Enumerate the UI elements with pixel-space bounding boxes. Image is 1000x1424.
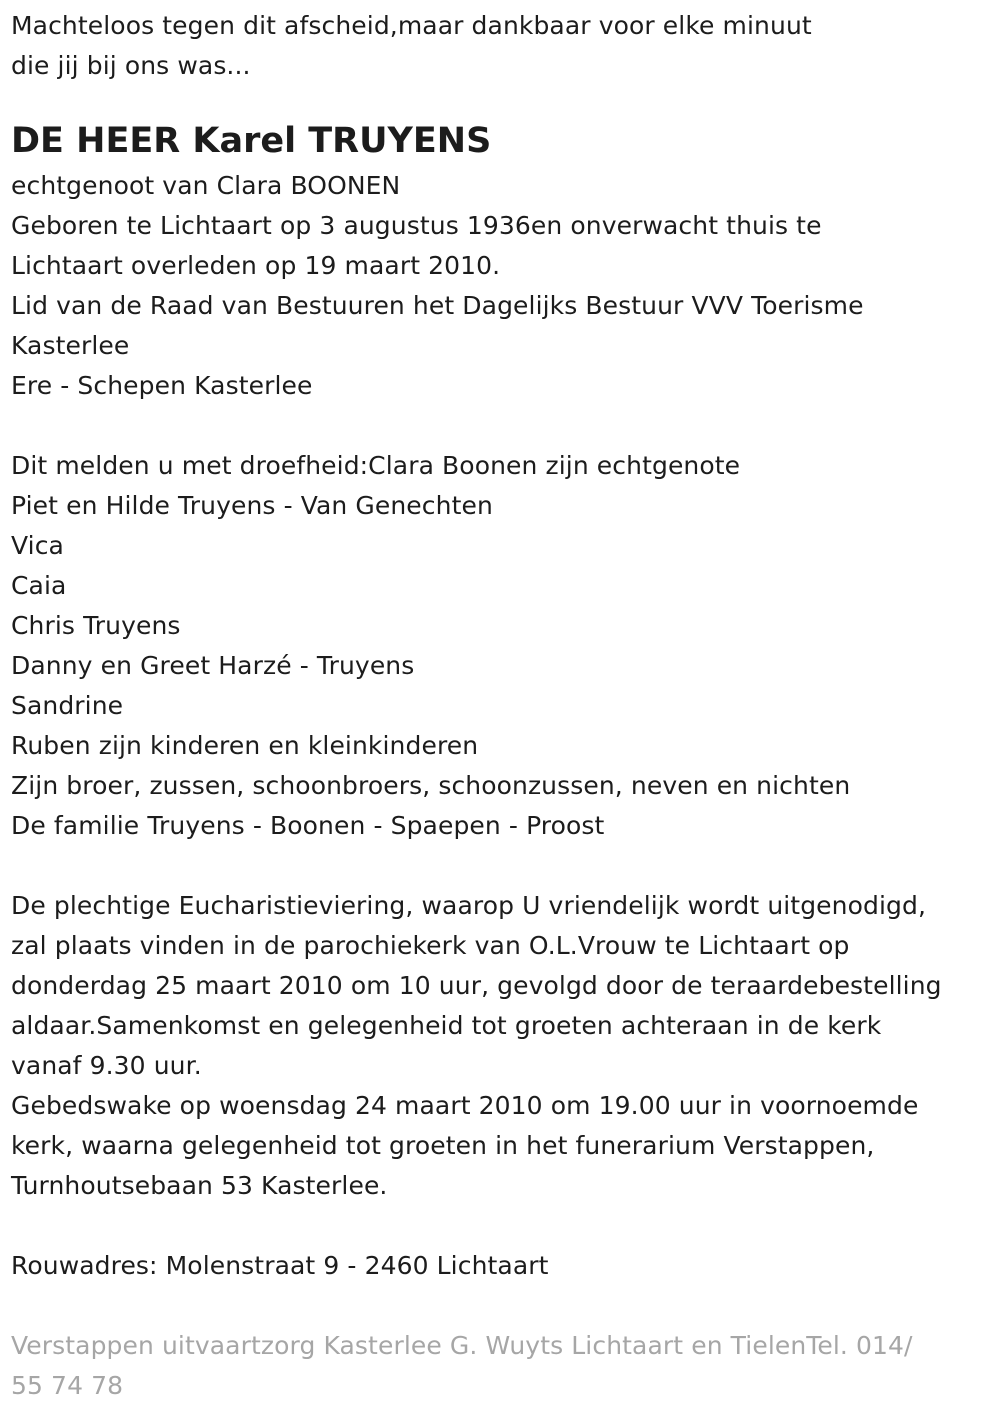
family-line: Ruben zijn kinderen en kleinkinderen [11,731,479,760]
spacer [11,406,993,446]
intro-line: die jij bij ons was... [11,51,251,80]
family-line: Piet en Hilde Truyens - Van Genechten [11,491,493,520]
family-line: De familie Truyens - Boonen - Spaepen - Proost [11,811,605,840]
mourning-address [11,1246,993,1286]
ceremony-line: zal plaats vinden in de parochiekerk van O.L.Vrouw te Lichtaart op [11,931,850,960]
funeral-home-footer [11,1326,993,1406]
family-line: Sandrine [11,691,124,720]
intro-line: Machteloos tegen dit afscheid,maar dankbaar voor elke minuut [11,11,812,40]
details-line: Geboren te Lichtaart op 3 augustus 1936en onverwacht thuis te [11,211,822,240]
family-line: Chris Truyens [11,611,181,640]
ceremony-line: Turnhoutsebaan 53 Kasterlee. [11,1171,388,1200]
ceremony-line: vanaf 9.30 uur. [11,1051,202,1080]
spacer [11,846,993,886]
details-line: Lid van de Raad van Bestuuren het Dagelijks Bestuur VVV Toerisme [11,291,864,320]
ceremony-line: De plechtige Eucharistieviering, waarop U vriendelijk wordt uitgenodigd, [11,891,926,920]
details-line: Lichtaart overleden op 19 maart 2010. [11,251,501,280]
footer-line: 55 74 78 [11,1371,124,1400]
intro-quote [11,6,993,86]
deceased-details [11,166,993,406]
family-line: Vica [11,531,64,560]
ceremony-line: donderdag 25 maart 2010 om 10 uur, gevolgd door de teraardebestelling [11,971,942,1000]
spacer [11,1286,993,1326]
details-line: Kasterlee [11,331,130,360]
ceremony-line: kerk, waarna gelegenheid tot groeten in het funerarium Verstappen, [11,1131,875,1160]
family-line: Danny en Greet Harzé - Truyens [11,651,415,680]
family-announcement [11,446,993,846]
details-line: echtgenoot van Clara BOONEN [11,171,401,200]
ceremony-line: aldaar.Samenkomst en gelegenheid tot groeten achteraan in de kerk [11,1011,882,1040]
ceremony-info [11,886,993,1206]
address-line: Rouwadres: Molenstraat 9 - 2460 Lichtaart [11,1251,549,1280]
family-line: Caia [11,571,67,600]
details-line: Ere - Schepen Kasterlee [11,371,313,400]
obituary-notice [11,6,993,1406]
ceremony-line: Gebedswake op woensdag 24 maart 2010 om 19.00 uur in voornoemde [11,1091,919,1120]
deceased-name: DE HEER Karel TRUYENS [11,121,492,161]
family-line: Zijn broer, zussen, schoonbroers, schoonzussen, neven en nichten [11,771,851,800]
family-line: Dit melden u met droefheid:Clara Boonen zijn echtgenote [11,451,741,480]
footer-line: Verstappen uitvaartzorg Kasterlee G. Wuyts Lichtaart en TielenTel. 014/ [11,1331,913,1360]
spacer [11,1206,993,1246]
